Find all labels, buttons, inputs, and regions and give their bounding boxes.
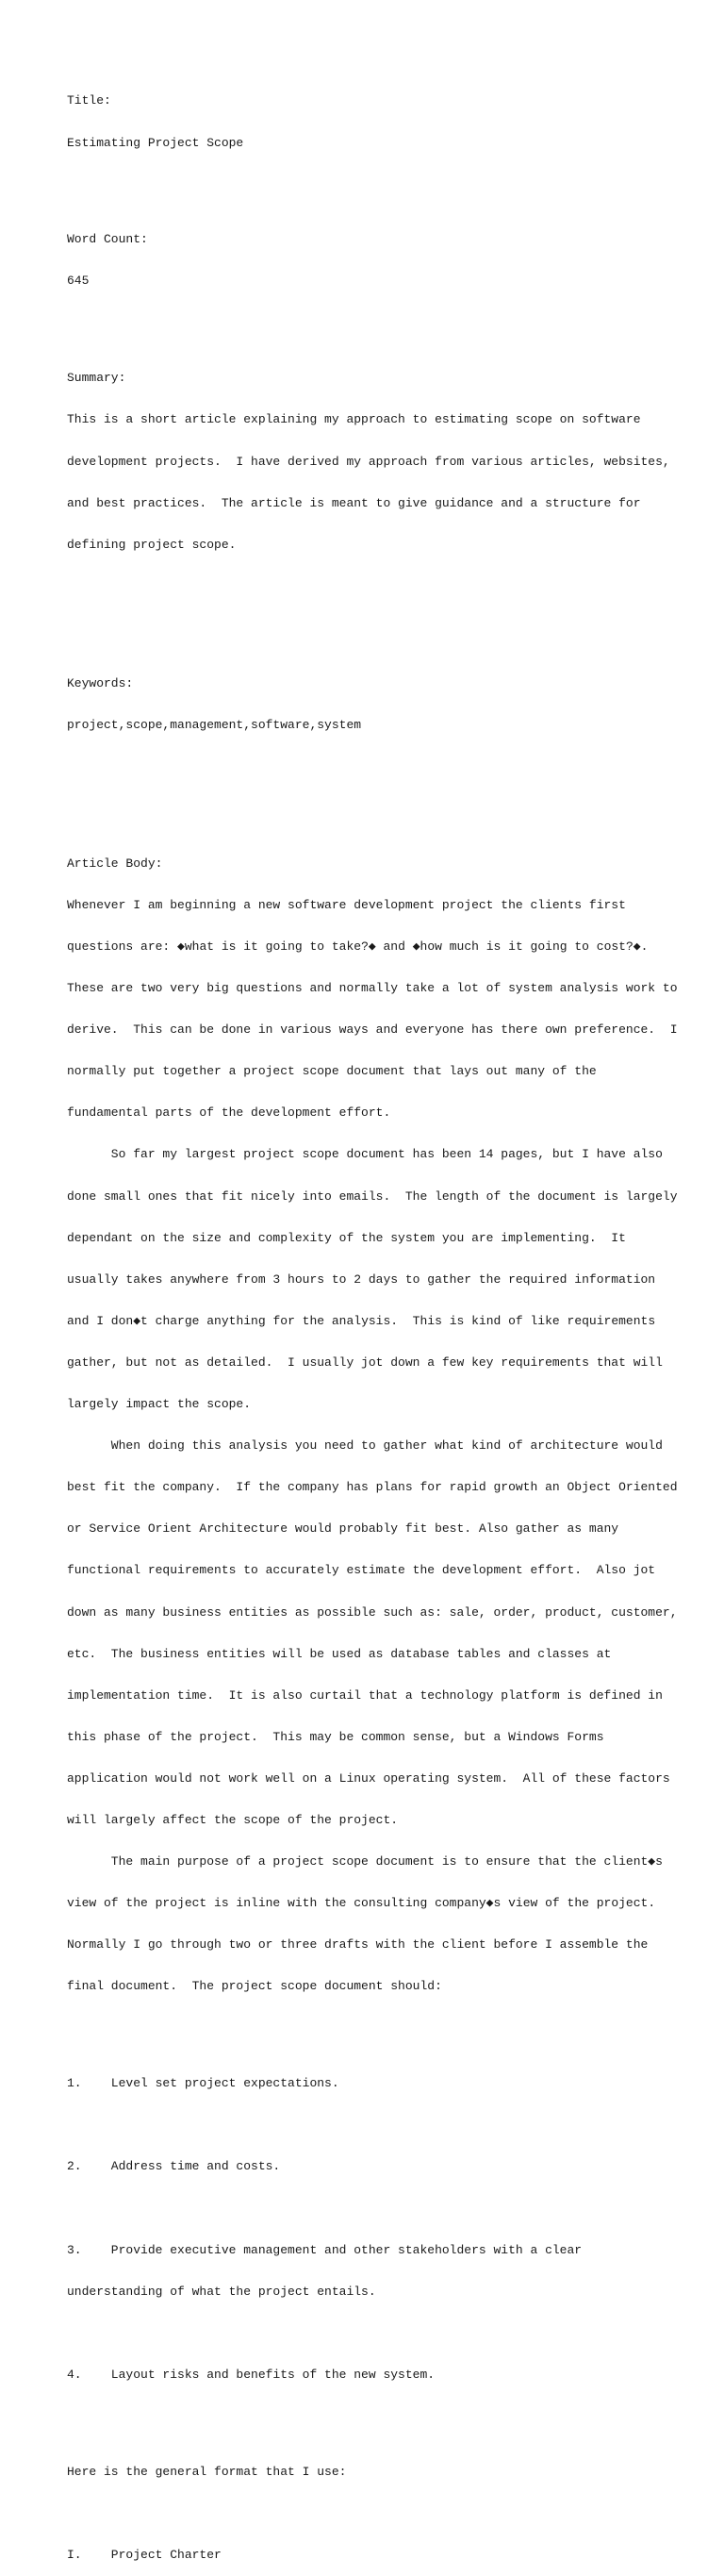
summary-line: and best practices. The article is meant to give guidance and a structure for (67, 495, 641, 510)
body-line: dependant on the size and complexity of the system you are implementing. It (67, 1230, 626, 1245)
spacer (67, 2327, 670, 2341)
body-line: view of the project is inline with the consulting company◆s view of the project. (67, 1896, 656, 1911)
title-label: Title: (67, 93, 111, 108)
spacer (67, 580, 670, 594)
body-line: application would not work well on a Linux operating system. All of these factors (67, 1770, 670, 1786)
body-line: final document. The project scope document should: (67, 1979, 442, 1994)
body-line: implementation time. It is also curtail that a technology platform is defined in (67, 1687, 663, 1703)
list-item-continuation: understanding of what the project entails. (67, 2284, 376, 2299)
body-line: These are two very big questions and normally take a lot of system analysis work to (67, 981, 678, 996)
keywords-label: Keywords: (67, 675, 134, 690)
body-line: gather, but not as detailed. I usually jot down a few key requirements that will (67, 1354, 663, 1370)
body-line: will largely affect the scope of the project. (67, 1812, 399, 1827)
summary-line: defining project scope. (67, 537, 237, 552)
body-line: or Service Orient Architecture would probably fit best. Also gather as many (67, 1521, 619, 1537)
summary-line: development projects. I have derived my approach from various articles, websites, (67, 454, 670, 469)
body-line: functional requirements to accurately estimate the development effort. Also jot (67, 1563, 656, 1578)
body-line: this phase of the project. This may be common sense, but a Windows Forms (67, 1729, 604, 1744)
spacer (67, 622, 670, 636)
body-line: best fit the company. If the company has plans for rapid growth an Object Oriented (67, 1480, 678, 1495)
article-body-label: Article Body: (67, 856, 163, 871)
body-line: normally put together a project scope document that lays out many of the (67, 1064, 597, 1079)
document-page (67, 67, 678, 2576)
word-count-value: 645 (67, 274, 90, 289)
body-line: usually takes anywhere from 3 hours to 2 days to gather the required information (67, 1271, 656, 1287)
spacer (67, 178, 670, 192)
body-line: The main purpose of a project scope document is to ensure that the client◆s (67, 1854, 663, 1870)
body-line: questions are: ◆what is it going to take?◆ and ◆how much is it going to cost?◆. (67, 939, 649, 954)
spacer (67, 760, 670, 774)
summary-label: Summary: (67, 371, 126, 386)
body-line: fundamental parts of the development effort. (67, 1105, 391, 1121)
format-item: I. Project Charter (67, 2547, 222, 2562)
spacer (67, 802, 670, 816)
format-intro: Here is the general format that I use: (67, 2464, 347, 2479)
list-item: 4. Layout risks and benefits of the new system. (67, 2367, 436, 2382)
body-line: When doing this analysis you need to gather what kind of architecture would (67, 1438, 663, 1454)
spacer (67, 317, 670, 331)
spacer (67, 2119, 670, 2133)
spacer (67, 2410, 670, 2424)
body-line: So far my largest project scope document has been 14 pages, but I have also (67, 1147, 663, 1162)
spacer (67, 2202, 670, 2217)
document-title: Estimating Project Scope (67, 135, 244, 150)
list-item: 1. Level set project expectations. (67, 2076, 339, 2091)
body-line: largely impact the scope. (67, 1397, 252, 1412)
list-item: 2. Address time and costs. (67, 2159, 281, 2174)
body-line: done small ones that fit nicely into emails. The length of the document is largely (67, 1188, 678, 1204)
list-item: 3. Provide executive management and other stakeholders with a clear (67, 2242, 583, 2257)
body-line: and I don◆t charge anything for the analysis. This is kind of like requirements (67, 1313, 656, 1328)
summary-line: This is a short article explaining my approach to estimating scope on software (67, 412, 641, 427)
body-line: derive. This can be done in various ways and everyone has there own preference. I (67, 1022, 678, 1038)
body-line: down as many business entities as possible such as: sale, order, product, customer, (67, 1604, 678, 1620)
word-count-label: Word Count: (67, 232, 148, 247)
keywords-value: project,scope,management,software,system (67, 717, 362, 732)
spacer (67, 2507, 670, 2521)
spacer (67, 2021, 670, 2036)
body-line: Whenever I am beginning a new software development project the clients first (67, 897, 626, 912)
body-line: Normally I go through two or three drafts with the client before I assemble the (67, 1937, 649, 1953)
body-line: etc. The business entities will be used as database tables and classes at (67, 1646, 612, 1661)
